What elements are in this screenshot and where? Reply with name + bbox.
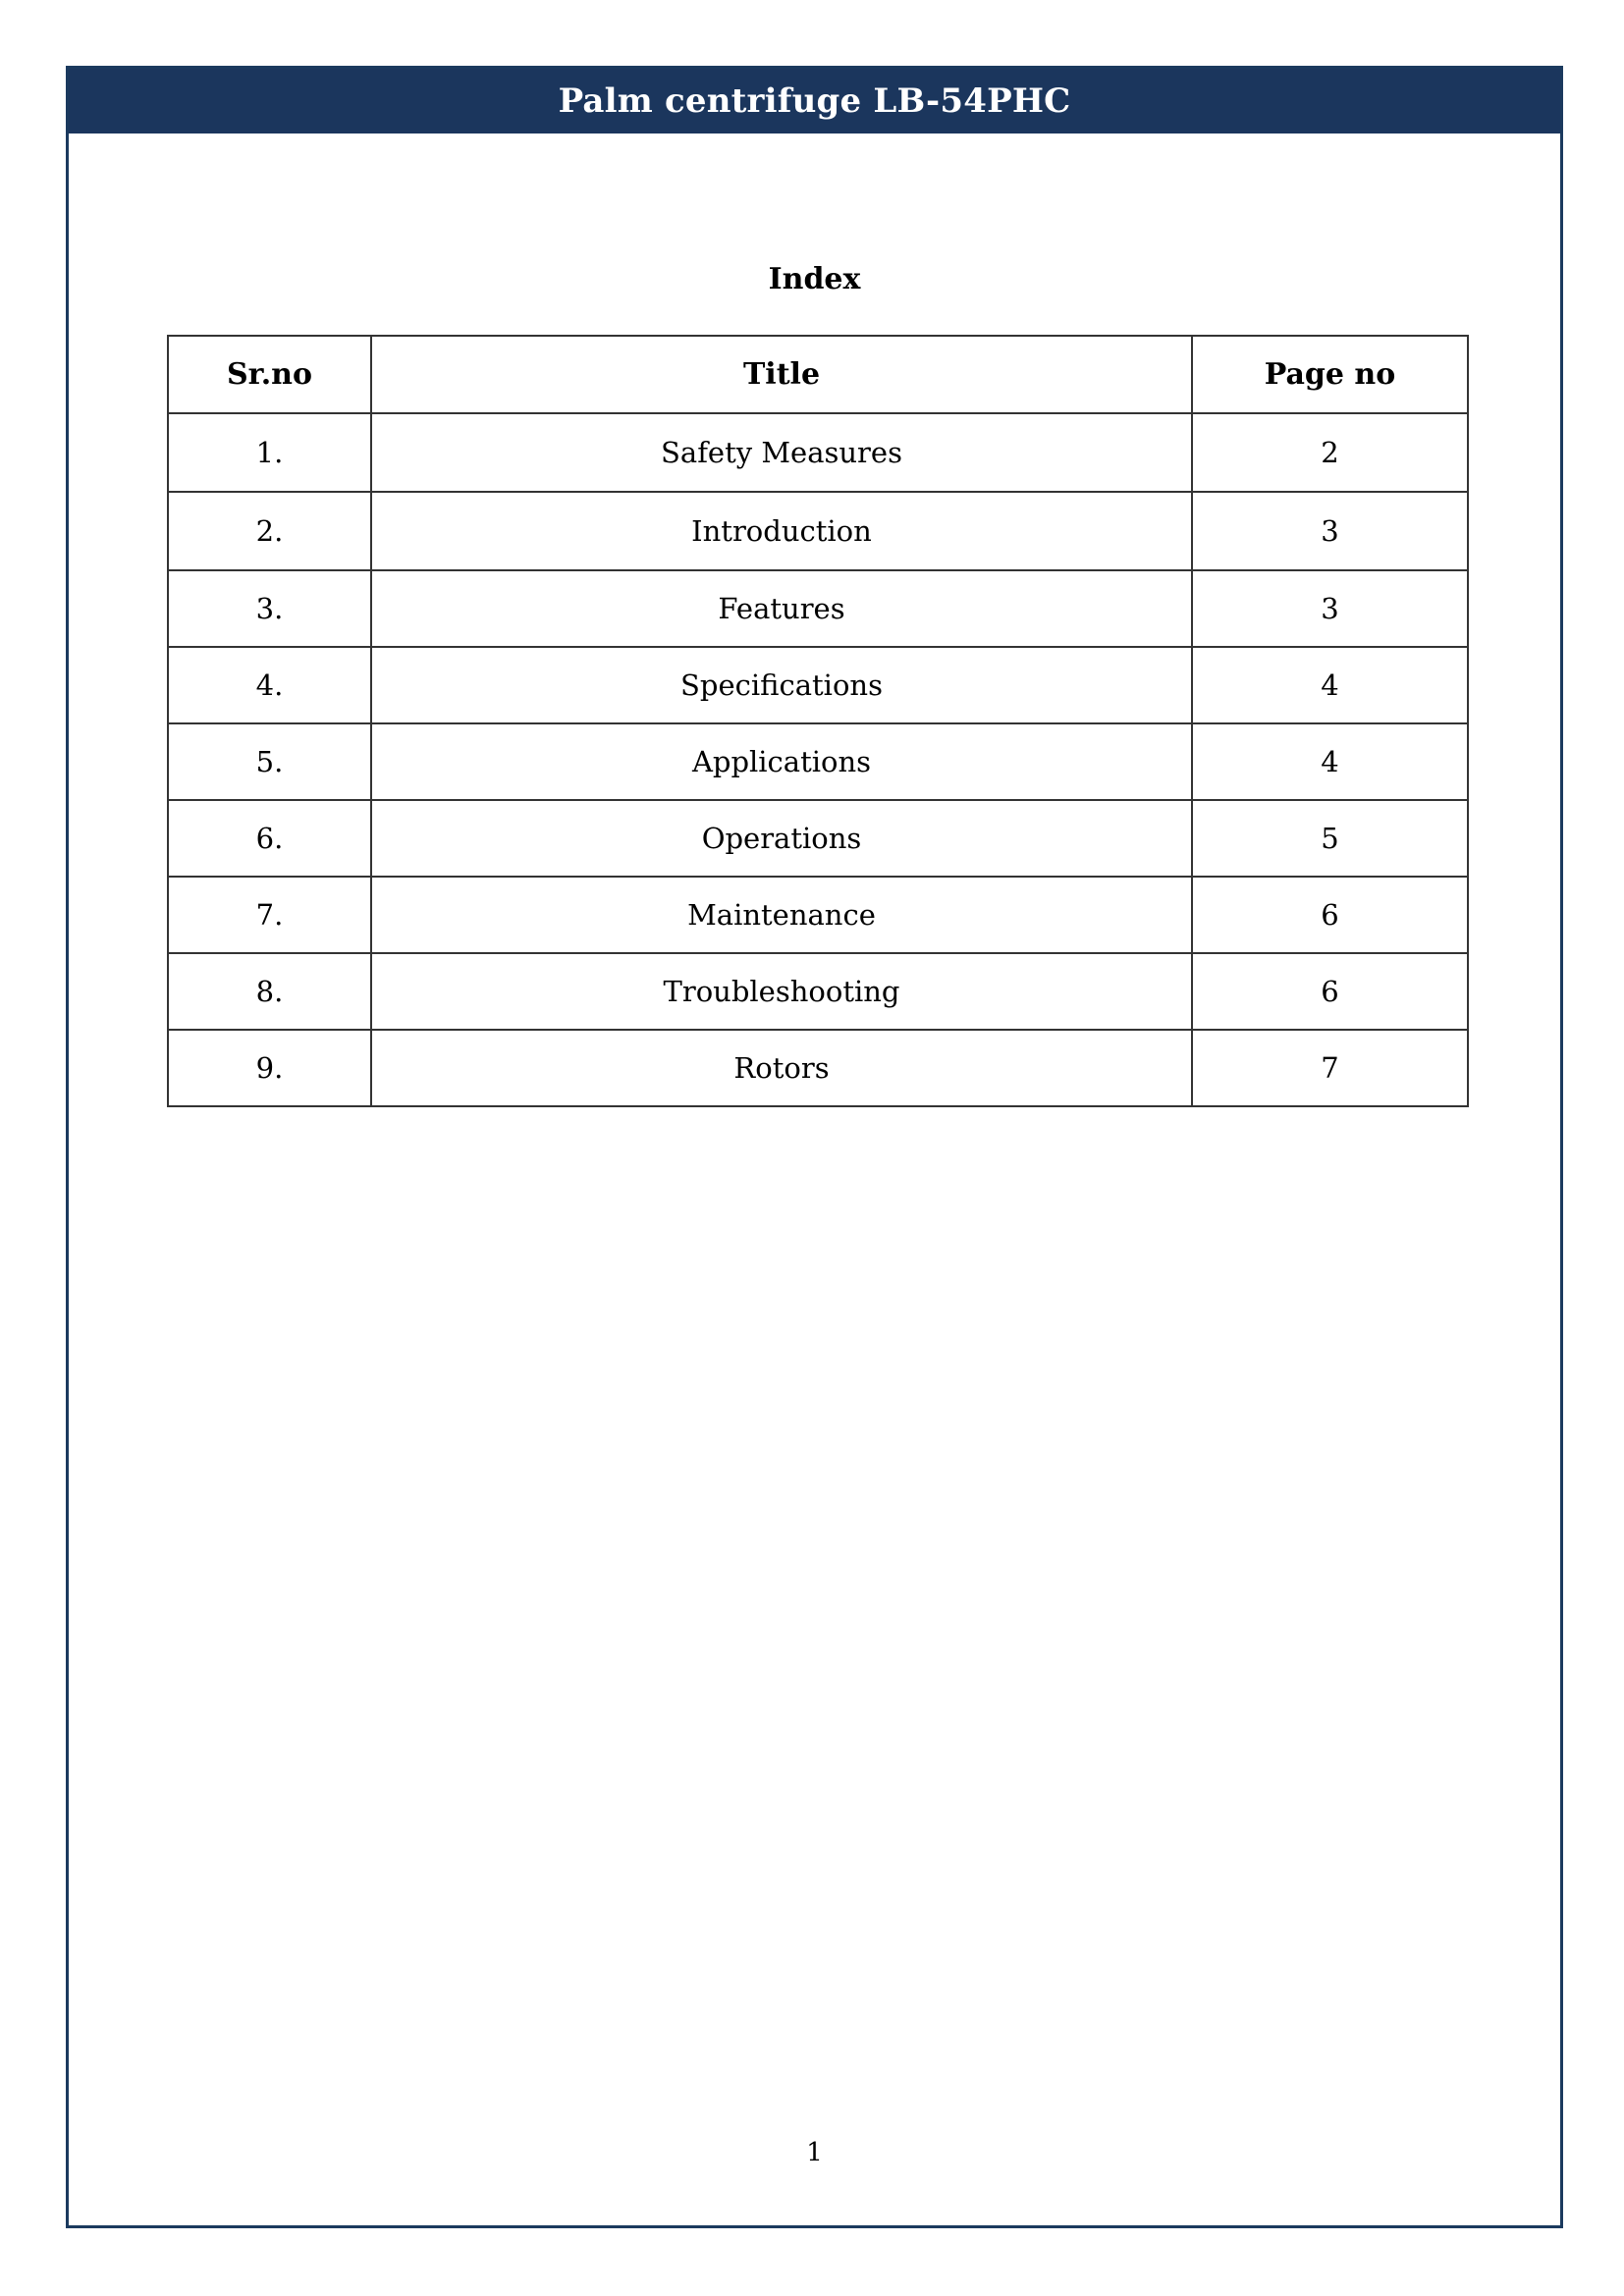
row-page-no: 4 (1192, 647, 1468, 723)
row-sr-no: 8. (168, 953, 371, 1030)
page-number: 1 (806, 2138, 823, 2167)
row-title: Rotors (371, 1030, 1192, 1106)
page-frame (66, 66, 1563, 2228)
table-row (168, 723, 1468, 800)
row-title: Features (371, 570, 1192, 647)
row-sr-no: 2. (168, 492, 371, 570)
table-row (168, 953, 1468, 1030)
row-sr-no: 6. (168, 800, 371, 877)
row-sr-no: 7. (168, 877, 371, 953)
row-title: Maintenance (371, 877, 1192, 953)
table-row (168, 1030, 1468, 1106)
row-page-no: 7 (1192, 1030, 1468, 1106)
column-header-sr-no: Sr.no (168, 336, 371, 413)
column-header-page-no: Page no (1192, 336, 1468, 413)
row-page-no: 3 (1192, 492, 1468, 570)
column-header-title: Title (371, 336, 1192, 413)
row-page-no: 6 (1192, 877, 1468, 953)
row-page-no: 3 (1192, 570, 1468, 647)
row-sr-no: 9. (168, 1030, 371, 1106)
row-title: Safety Measures (371, 413, 1192, 492)
row-title: Introduction (371, 492, 1192, 570)
table-row (168, 570, 1468, 647)
row-sr-no: 3. (168, 570, 371, 647)
row-title: Applications (371, 723, 1192, 800)
row-page-no: 5 (1192, 800, 1468, 877)
table-row (168, 492, 1468, 570)
row-sr-no: 5. (168, 723, 371, 800)
table-row (168, 800, 1468, 877)
row-page-no: 6 (1192, 953, 1468, 1030)
row-page-no: 4 (1192, 723, 1468, 800)
table-row (168, 877, 1468, 953)
row-sr-no: 4. (168, 647, 371, 723)
row-sr-no: 1. (168, 413, 371, 492)
index-heading: Index (768, 262, 861, 296)
document-title: Palm centrifuge LB-54PHC (558, 81, 1071, 121)
table-header-row (168, 336, 1468, 413)
index-table (167, 335, 1469, 1107)
row-page-no: 2 (1192, 413, 1468, 492)
row-title: Operations (371, 800, 1192, 877)
header-bar (69, 69, 1560, 133)
table-row (168, 413, 1468, 492)
row-title: Specifications (371, 647, 1192, 723)
row-title: Troubleshooting (371, 953, 1192, 1030)
table-row (168, 647, 1468, 723)
